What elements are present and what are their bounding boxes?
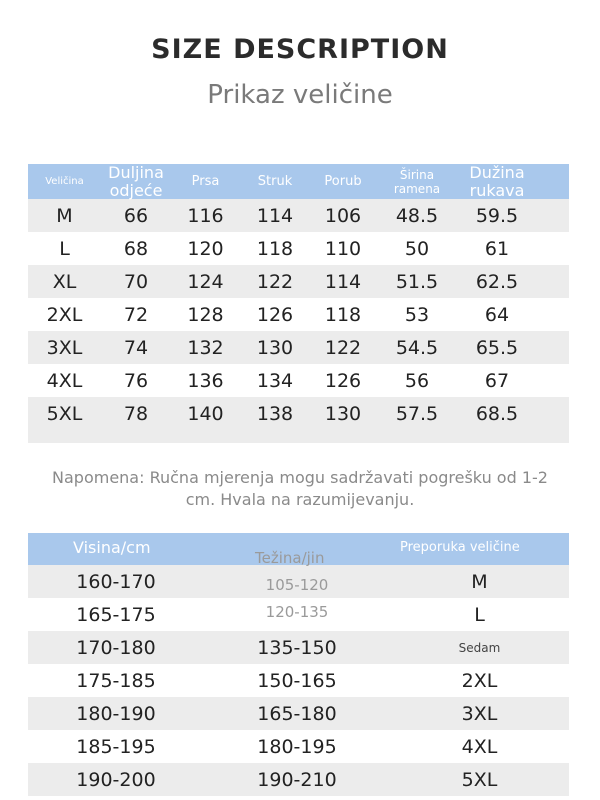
- table-footer-strip: [28, 430, 569, 443]
- table-cell: 5XL: [46, 402, 83, 425]
- table-cell: 74: [123, 336, 149, 359]
- table-cell: 3XL: [46, 336, 83, 359]
- table-row: [28, 697, 569, 730]
- table-cell: 116: [187, 204, 224, 227]
- table-cell: 114: [324, 270, 362, 293]
- size-table: [28, 164, 569, 443]
- table-cell: 66: [123, 204, 149, 227]
- table-cell: 106: [324, 204, 362, 227]
- table-cell: 48.5: [395, 204, 439, 227]
- table-cell: 105-120: [265, 575, 329, 594]
- table-cell: 59.5: [475, 204, 519, 227]
- table-cell: 78: [123, 402, 149, 425]
- table-cell: XL: [52, 270, 77, 293]
- table-row: [28, 565, 569, 598]
- table-cell: M: [471, 570, 488, 593]
- table-cell: 160-170: [76, 570, 156, 593]
- table-cell: 114: [256, 204, 294, 227]
- table-cell: 3XL: [461, 702, 498, 725]
- table-cell: 130: [256, 336, 294, 359]
- table-cell: 185-195: [76, 735, 156, 758]
- header-chest: Prsa: [191, 174, 220, 189]
- table-cell: 5XL: [461, 768, 498, 791]
- table-cell: 118: [256, 237, 294, 260]
- table-cell: 136: [187, 369, 224, 392]
- table-cell: 150-165: [257, 669, 337, 692]
- header-size: Veličina: [45, 176, 84, 187]
- header-height: Visina/cm: [73, 538, 151, 557]
- header-recommended-size: Preporuka veličine: [400, 540, 520, 555]
- table-cell: Sedam: [458, 640, 501, 655]
- table-cell: 120: [187, 237, 224, 260]
- table-cell: 130: [324, 402, 362, 425]
- page-subtitle: Prikaz veličine: [207, 80, 393, 110]
- table-cell: 64: [484, 303, 510, 326]
- table-row: [28, 397, 569, 430]
- table-cell: 57.5: [395, 402, 439, 425]
- table-cell: 65.5: [475, 336, 519, 359]
- recommendation-table: [28, 533, 569, 796]
- table-cell: 54.5: [395, 336, 439, 359]
- table-row: [28, 598, 569, 631]
- measurement-note: Napomena: Ručna mjerenja mogu sadržavati pogrešku od 1-2 cm. Hvala na razumijevanju.: [52, 468, 548, 509]
- table-cell: 180-190: [76, 702, 156, 725]
- table-cell: 56: [404, 369, 430, 392]
- table-row: [28, 232, 569, 265]
- table-cell: 138: [256, 402, 294, 425]
- table-cell: 165-175: [76, 603, 156, 626]
- table-row: [28, 763, 569, 796]
- table-cell: 62.5: [475, 270, 519, 293]
- table-cell: 2XL: [461, 669, 498, 692]
- table-cell: L: [474, 603, 485, 626]
- table-cell: 180-195: [257, 735, 337, 758]
- table-cell: 68.5: [475, 402, 519, 425]
- table-cell: 118: [324, 303, 362, 326]
- table-cell: 4XL: [46, 369, 83, 392]
- table-cell: 70: [123, 270, 149, 293]
- table-cell: 170-180: [76, 636, 156, 659]
- table-cell: 175-185: [76, 669, 156, 692]
- header-sleeve: Dužina rukava: [469, 162, 525, 200]
- table-cell: 72: [123, 303, 149, 326]
- table-row: [28, 331, 569, 364]
- header-shoulder: Širina ramena: [393, 167, 441, 196]
- table-row: [28, 265, 569, 298]
- table-cell: 50: [404, 237, 430, 260]
- table-row: [28, 298, 569, 331]
- table-cell: 135-150: [257, 636, 337, 659]
- table-row: [28, 199, 569, 232]
- table-row: [28, 664, 569, 697]
- table-row: [28, 364, 569, 397]
- table-cell: 126: [324, 369, 362, 392]
- header-weight: Težina/jin: [255, 549, 325, 567]
- table-row: [28, 631, 569, 664]
- table-cell: 124: [187, 270, 224, 293]
- table-cell: 2XL: [46, 303, 83, 326]
- table-cell: 128: [187, 303, 224, 326]
- table-row: [28, 730, 569, 763]
- table-cell: 68: [123, 237, 149, 260]
- header-length: Duljina odjeće: [108, 162, 164, 200]
- table-cell: M: [56, 204, 73, 227]
- table-cell: 61: [484, 237, 510, 260]
- table-cell: 120-135: [265, 602, 329, 621]
- size-table-header: [28, 164, 569, 199]
- table-cell: 4XL: [461, 735, 498, 758]
- table-cell: 190-210: [257, 768, 337, 791]
- header-hem: Porub: [324, 174, 362, 189]
- table-cell: 122: [324, 336, 362, 359]
- table-cell: 122: [256, 270, 294, 293]
- table-cell: 134: [256, 369, 294, 392]
- table-cell: 76: [123, 369, 149, 392]
- table-cell: 140: [187, 402, 224, 425]
- table-cell: 132: [187, 336, 224, 359]
- table-cell: L: [59, 237, 70, 260]
- table-cell: 190-200: [76, 768, 156, 791]
- table-cell: 126: [256, 303, 294, 326]
- page-title: SIZE DESCRIPTION: [151, 34, 449, 65]
- table-cell: 67: [484, 369, 510, 392]
- table-cell: 165-180: [257, 702, 337, 725]
- table-cell: 51.5: [395, 270, 439, 293]
- table-cell: 110: [324, 237, 362, 260]
- table-cell: 53: [404, 303, 430, 326]
- header-waist: Struk: [257, 174, 293, 189]
